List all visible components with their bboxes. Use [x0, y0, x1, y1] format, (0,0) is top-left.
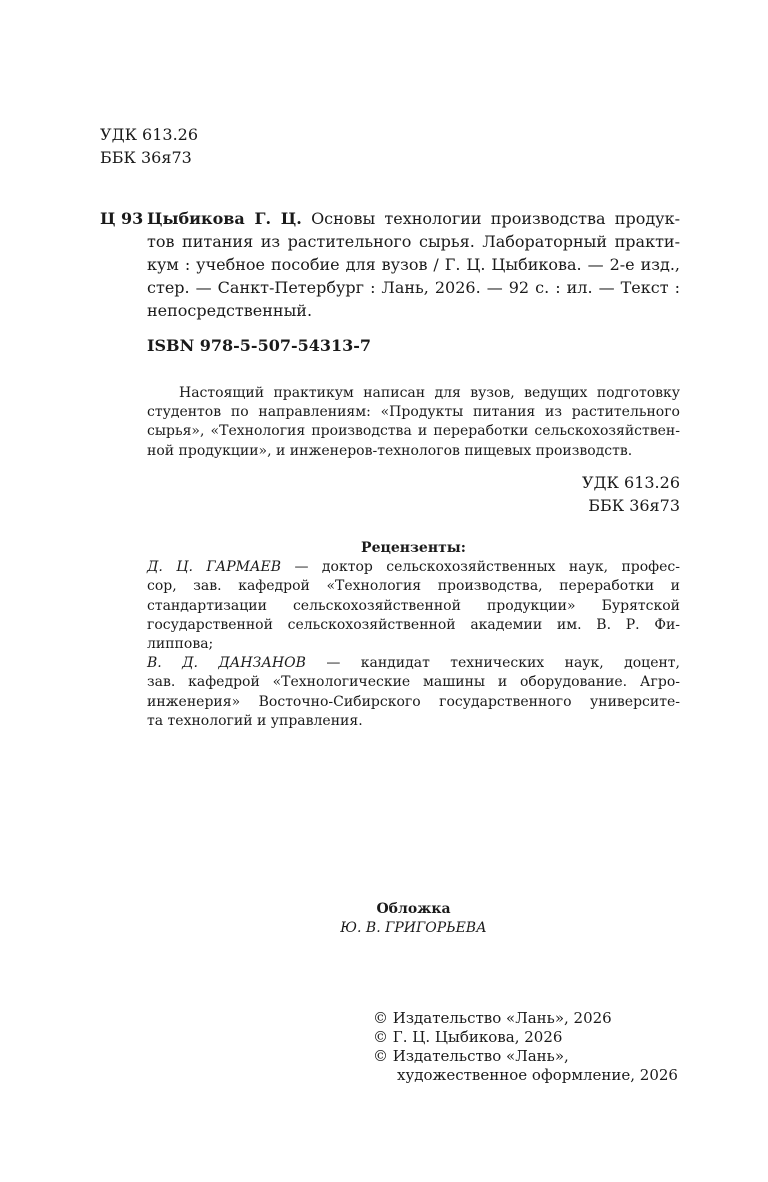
isbn: [147, 334, 371, 357]
reviewer-name: Д. Ц. ГАРМАЕВ: [147, 559, 282, 576]
udk-code: УДК 613.26: [581, 473, 680, 492]
annotation-line: Настоящий практикум написан для вузов, ведущих подготовку: [179, 385, 680, 401]
author-mark: [100, 207, 143, 230]
reviewer-line: [147, 654, 680, 673]
cover-artist: [147, 919, 680, 938]
bib-line: тов питания из растительного сырья. Лабораторный практи-: [147, 232, 680, 251]
bib-line: [147, 207, 680, 230]
cover-heading: [147, 900, 680, 919]
reviewer-line: та технологий и управления.: [147, 712, 363, 729]
cover-credit: [147, 900, 680, 938]
bib-author: Цыбикова Г. Ц.: [147, 209, 302, 228]
annotation: [147, 384, 680, 461]
classification-right: [582, 471, 680, 517]
author-mark-text: Ц 93: [100, 209, 144, 228]
reviewer-line: [147, 558, 680, 577]
annotation-line: сырья», «Технология производства и переработки сельскохозяйствен-: [147, 423, 680, 440]
reviewers-heading: [147, 539, 680, 558]
reviewer-line: государственной сельскохозяйственной академии им. В. Р. Фи-: [147, 616, 680, 633]
copyright-line: © Издательство «Лань», 2026: [373, 1009, 612, 1027]
reviewer-desc: — доктор сельскохозяйственных наук, профес-: [294, 559, 680, 576]
reviewer-desc: — кандидат технических наук, доцент,: [326, 655, 681, 672]
bbk-code: ББК 36я73: [100, 148, 192, 167]
copyright-line: © Г. Ц. Цыбикова, 2026: [373, 1028, 563, 1046]
reviewers: [147, 539, 680, 731]
reviewer-line: липпова;: [147, 636, 214, 653]
bib-line: кум : учебное пособие для вузов / Г. Ц. Цыбикова. — 2-е изд.,: [147, 255, 680, 274]
copyright-line: © Издательство «Лань»,: [373, 1047, 569, 1065]
udk-code: УДК 613.26: [100, 125, 199, 144]
reviewer-name: В. Д. ДАНЗАНОВ: [147, 655, 306, 672]
reviewers-heading-text: Рецензенты:: [361, 540, 466, 556]
bib-title-start: Основы технологии производства продук-: [311, 209, 680, 228]
annotation-line: ной продукции», и инженеров-технологов пищевых производств.: [147, 442, 633, 459]
bib-line: непосредственный.: [147, 301, 313, 320]
reviewer-line: сор, зав. кафедрой «Технология производства, переработки и: [147, 578, 680, 595]
bibliographic-record: [147, 207, 680, 322]
annotation-line: студентов по направлениям: «Продукты питания из растительного: [147, 404, 680, 421]
classification-top: [100, 123, 198, 169]
isbn-text: ISBN 978-5-507-54313-7: [147, 336, 372, 355]
copyright-line: художественное оформление, 2026: [397, 1066, 678, 1084]
reviewer-line: стандартизации сельскохозяйственной продукции» Бурятской: [147, 597, 680, 614]
copyright: [373, 1009, 678, 1085]
bbk-code: ББК 36я73: [588, 496, 680, 515]
reviewer-line: зав. кафедрой «Технологические машины и оборудование. Агро-: [147, 674, 680, 691]
bib-line: стер. — Санкт-Петербург : Лань, 2026. — 92 с. : ил. — Текст :: [147, 278, 680, 297]
cover-heading-text: Обложка: [376, 901, 451, 917]
cover-artist-text: Ю. В. ГРИГОРЬЕВА: [340, 920, 487, 937]
reviewer-line: инженерия» Восточно-Сибирского государственного университе-: [147, 693, 680, 710]
